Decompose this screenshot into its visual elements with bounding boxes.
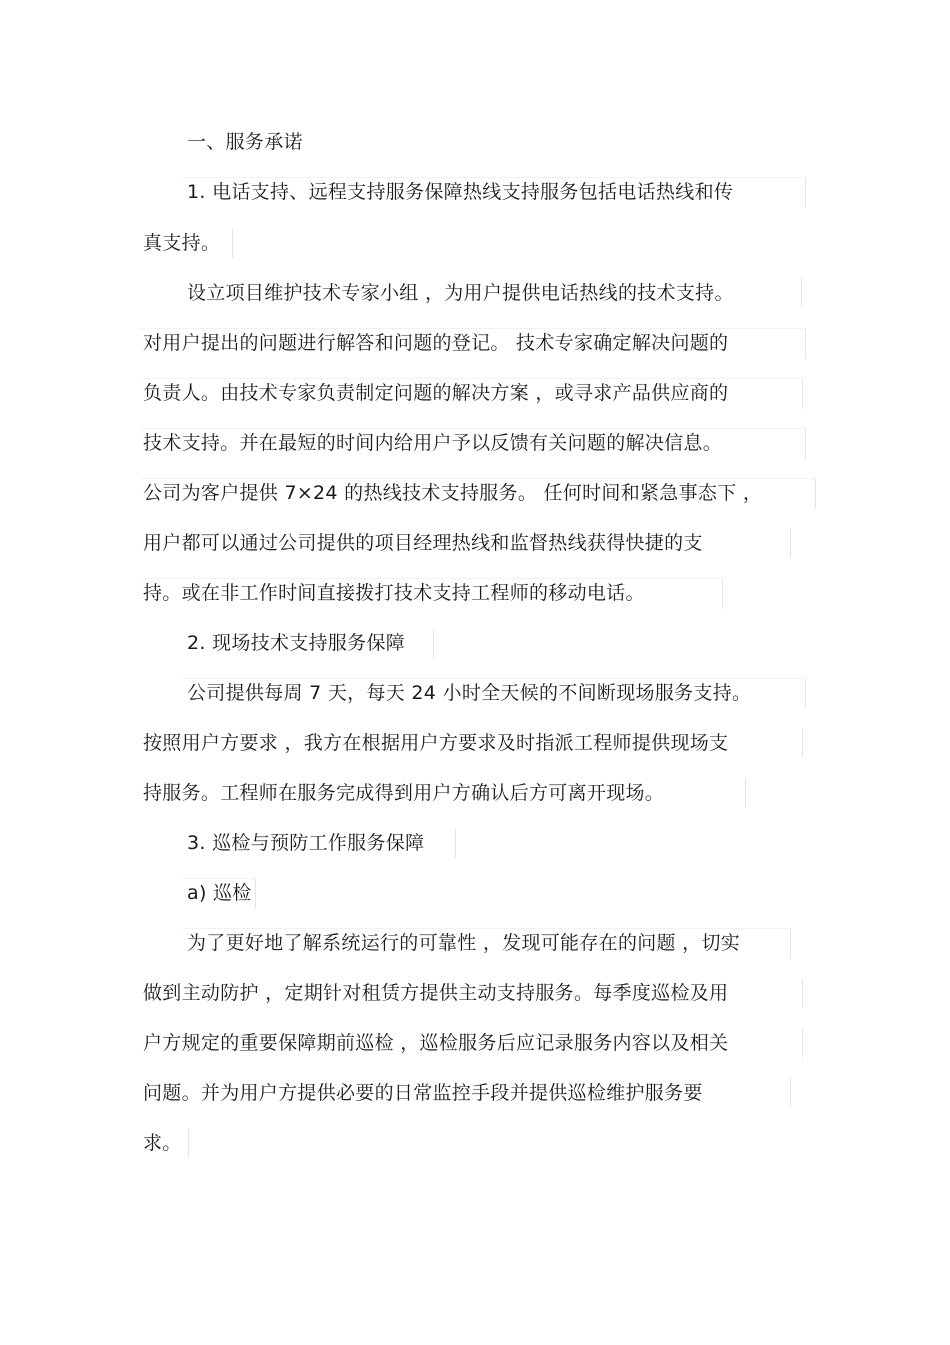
paragraph-line: 求。 <box>143 1132 182 1154</box>
paragraph-line: 按照用户方要求 ，我方在根据用户方要求及时指派工程师提供现场支 <box>143 732 729 754</box>
paragraph-line: 户方规定的重要保障期前巡检 ，巡检服务后应记录服务内容以及相关 <box>143 1032 729 1054</box>
paragraph-line: 公司提供每周 7 天，每天 24 小时全天候的不间断现场服务支持。 <box>187 682 752 704</box>
paragraph-line: 用户都可以通过公司提供的项目经理热线和监督热线获得快捷的支 <box>143 532 703 554</box>
paragraph-line: 为了更好地了解系统运行的可靠性 ，发现可能存在的问题 ，切实 <box>187 932 741 954</box>
paragraph-line: 1. 电话支持、远程支持服务保障热线支持服务包括电话热线和传 <box>187 181 734 203</box>
paragraph-line: 持服务。工程师在服务完成得到用户方确认后方可离开现场。 <box>143 782 665 804</box>
paragraph-line: 技术支持。并在最短的时间内给用户予以反馈有关问题的解决信息。 <box>143 432 723 454</box>
subsection-heading: a) 巡检 <box>187 882 252 904</box>
paragraph-line: 设立项目维护技术专家小组 ，为用户提供电话热线的技术支持。 <box>187 282 734 304</box>
paragraph-line: 真支持。 <box>143 232 221 254</box>
paragraph-line: 公司为客户提供 7×24 的热线技术支持服务。 任何时间和紧急事态下 ， <box>143 482 763 504</box>
paragraph-line: 对用户提出的问题进行解答和问题的登记。 技术专家确定解决问题的 <box>143 332 729 354</box>
paragraph-line: 负责人。由技术专家负责制定问题的解决方案 ，或寻求产品供应商的 <box>143 382 729 404</box>
section-heading: 一、服务承诺 <box>187 131 303 153</box>
subsection-heading: 3. 巡检与预防工作服务保障 <box>187 832 425 854</box>
paragraph-line: 持。或在非工作时间直接拨打技术支持工程师的移动电话。 <box>143 582 645 604</box>
subsection-heading: 2. 现场技术支持服务保障 <box>187 632 406 654</box>
paragraph-line: 问题。并为用户方提供必要的日常监控手段并提供巡检维护服务要 <box>143 1082 703 1104</box>
paragraph-line: 做到主动防护 ，定期针对租赁方提供主动支持服务。每季度巡检及用 <box>143 982 729 1004</box>
